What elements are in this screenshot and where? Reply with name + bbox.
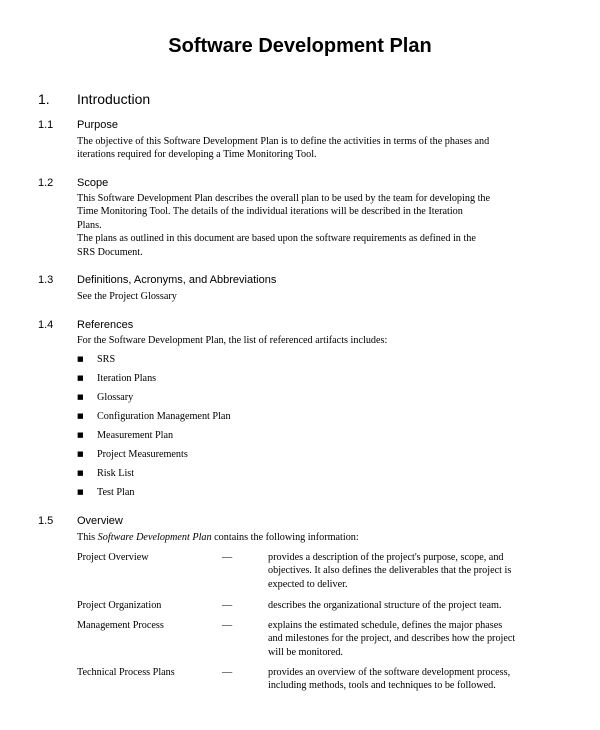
bullet-icon: ■ bbox=[77, 488, 84, 496]
list-item-text: Configuration Management Plan bbox=[97, 411, 231, 422]
list-item bbox=[77, 486, 231, 505]
subsection-number-references: 1.4 bbox=[38, 319, 54, 331]
definitions-text: See the Project Glossary bbox=[77, 291, 177, 302]
subsection-number-definitions: 1.3 bbox=[38, 274, 54, 286]
subsection-heading-definitions: Definitions, Acronyms, and Abbreviations bbox=[77, 274, 277, 286]
overview-row-label: Project Organization bbox=[77, 600, 162, 611]
list-item-text: SRS bbox=[97, 354, 116, 365]
purpose-text: The objective of this Software Development Plan is to define the activities in terms of the phases and iterations required for developing a Time Monitoring Tool. bbox=[77, 136, 490, 161]
scope-text: This Software Development Plan describes the overall plan to be used by the team for developing the Time Monitoring Tool. The details of the individual iterations will be described in the Iteration Plans. The plans as outlined in this document are based upon the software requirements as defined in the SRS Document. bbox=[77, 193, 491, 258]
bullet-icon: ■ bbox=[77, 469, 84, 477]
overview-row-desc: provides an overview of the software development process, including methods, tools and techniques to be followed. bbox=[268, 667, 511, 692]
list-item-text: Glossary bbox=[97, 392, 134, 403]
list-item bbox=[77, 410, 231, 429]
section-number: 1. bbox=[38, 91, 50, 107]
page-title: Software Development Plan bbox=[168, 35, 432, 57]
references-list bbox=[77, 353, 231, 505]
em-dash: — bbox=[222, 600, 233, 611]
overview-intro-emphasis: Software Development Plan bbox=[97, 532, 212, 543]
list-item bbox=[77, 448, 231, 467]
list-item bbox=[77, 391, 231, 410]
overview-row-label: Project Overview bbox=[77, 552, 149, 563]
list-item bbox=[77, 353, 231, 372]
subsection-heading-purpose: Purpose bbox=[77, 119, 118, 131]
overview-row-label: Technical Process Plans bbox=[77, 667, 175, 678]
bullet-icon: ■ bbox=[77, 374, 84, 382]
list-item-text: Risk List bbox=[97, 468, 135, 479]
subsection-heading-references: References bbox=[77, 319, 134, 331]
list-item bbox=[77, 372, 231, 391]
em-dash: — bbox=[222, 620, 233, 631]
section-heading: Introduction bbox=[77, 91, 151, 107]
overview-intro-prefix: This bbox=[77, 532, 98, 543]
subsection-number-overview: 1.5 bbox=[38, 515, 54, 527]
overview-row-label: Management Process bbox=[77, 620, 164, 631]
em-dash: — bbox=[222, 552, 233, 563]
overview-row-desc: explains the estimated schedule, defines the major phases and milestones for the project, and describes how the project will be monitored. bbox=[268, 620, 516, 658]
bullet-icon: ■ bbox=[77, 431, 84, 439]
bullet-icon: ■ bbox=[77, 450, 84, 458]
list-item bbox=[77, 429, 231, 448]
references-intro: For the Software Development Plan, the list of referenced artifacts includes: bbox=[77, 335, 388, 346]
list-item bbox=[77, 467, 231, 486]
subsection-number-purpose: 1.1 bbox=[38, 119, 54, 131]
list-item-text: Project Measurements bbox=[97, 449, 188, 460]
subsection-heading-scope: Scope bbox=[77, 177, 109, 189]
list-item-text: Test Plan bbox=[97, 487, 135, 498]
list-item-text: Measurement Plan bbox=[97, 430, 174, 441]
bullet-icon: ■ bbox=[77, 355, 84, 363]
subsection-number-scope: 1.2 bbox=[38, 177, 54, 189]
overview-row-desc: describes the organizational structure of the project team. bbox=[268, 600, 502, 611]
list-item-text: Iteration Plans bbox=[97, 373, 157, 384]
subsection-heading-overview: Overview bbox=[77, 515, 123, 527]
em-dash: — bbox=[222, 667, 233, 678]
bullet-icon: ■ bbox=[77, 412, 84, 420]
bullet-icon: ■ bbox=[77, 393, 84, 401]
overview-row-desc: provides a description of the project's purpose, scope, and objectives. It also defines the deliverables that the project is expected to deliver. bbox=[268, 552, 512, 590]
overview-intro bbox=[77, 531, 359, 544]
overview-intro-suffix: contains the following information: bbox=[211, 532, 359, 543]
